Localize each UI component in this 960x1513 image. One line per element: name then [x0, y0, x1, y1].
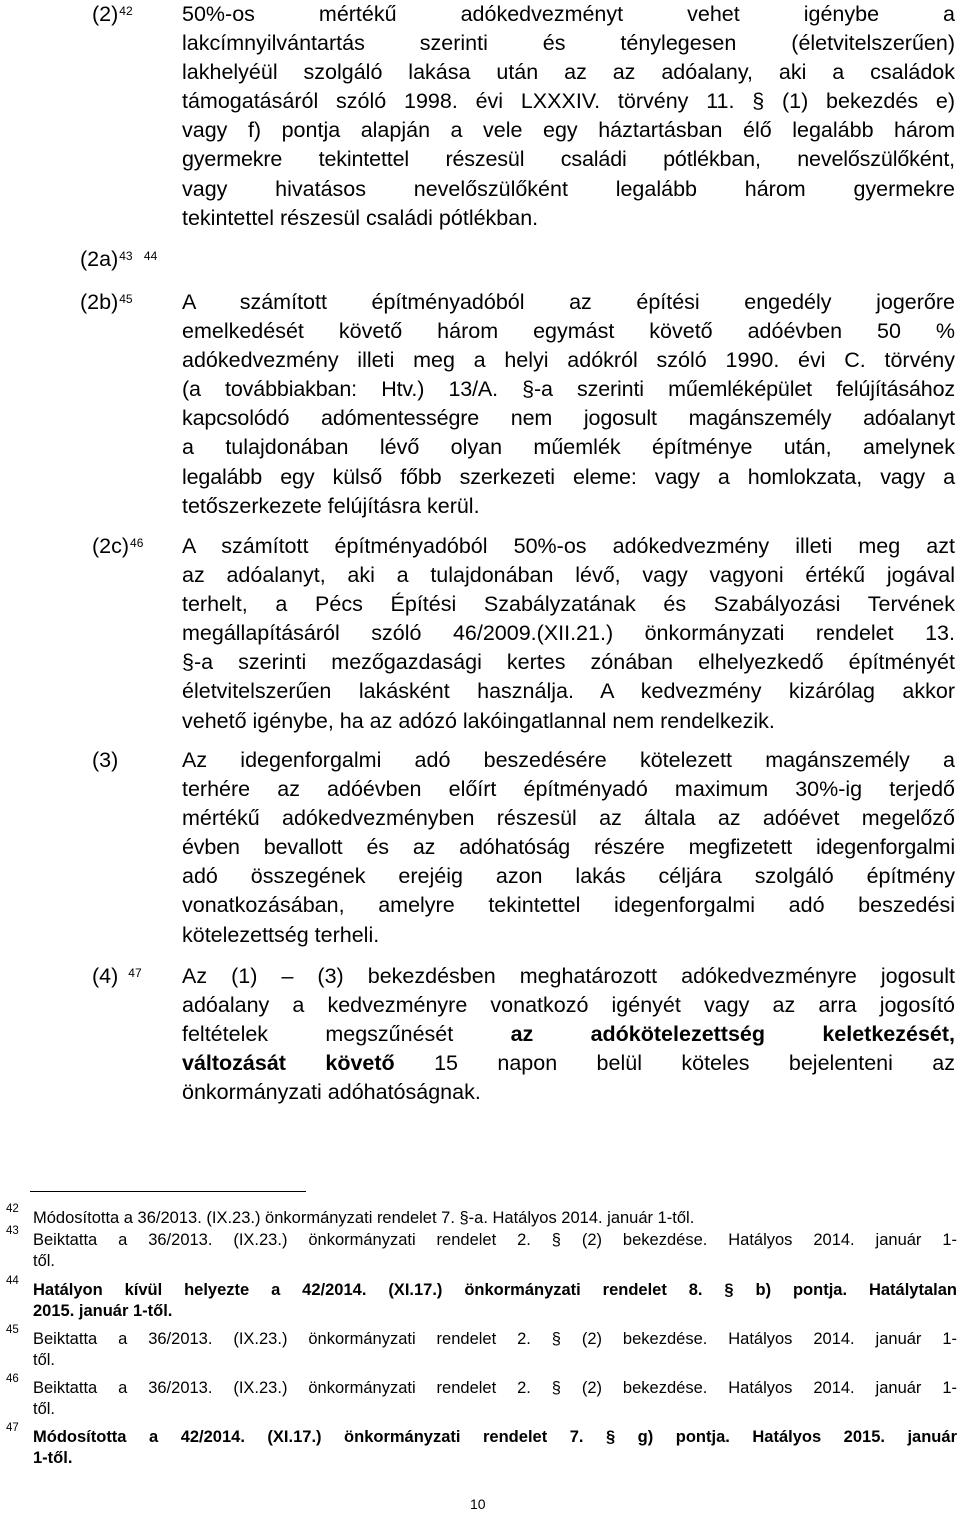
paragraph-4-line-3: feltételek megszűnését az adókötelezettség keletkezését, — [182, 1022, 955, 1047]
footnote-separator — [30, 1191, 306, 1192]
paragraph-label-2b: $(2b)^{45}$ — [80, 290, 133, 314]
paragraph-4-text: Az (1) – (3) bekezdésben meghatározott adókedvezményre jogosult adóalany a kedvezményre vonatkozó igényét vagy az arra jogosító feltételek megszűnését az adókötelezettség keletkezését, változását követő 15 napon belül köteles bejelenteni az önkormányzati adóhatóságnak. — [182, 964, 955, 1105]
bold-phrase-2: változását követő — [182, 1051, 395, 1076]
page-number: 10 — [470, 1496, 486, 1512]
paragraph-3-text: Az idegenforgalmi adó beszedésére kötelezett magánszemély a terhére az adóévben előírt építményadó maximum 30%-ig terjedő mértékű adókedvezményben részesül az általa az adóévet megelőző évben bevallott és az adóhatóság részére megfizetett idegenforgalmi adó összegének erejéig azon lakás céljára szolgáló építmény vonatkozásában, amelyre tekintettel idegenforgalmi adó beszedési kötelezettség terheli. — [182, 748, 955, 947]
paragraph-label-3: (3) — [92, 748, 119, 772]
paragraph-label-2a: $(2a)^{43 44}$ — [80, 247, 158, 271]
paragraph-label-4: (4) $^{47}$ — [92, 964, 142, 988]
document-page: $(2)^{42}$ 50%-os mértékű adókedvezményt vehet igénybe a lakcímnyilvántartás szerinti és ténylegesen (életvitelszerűen) lakhelyéül szolgáló lakása után az az adóalany, aki a családok támogatásáról szóló 1998. évi LXXXIV. törvény 11. § (1) bekezdés e) vagy f) pontja alapján a vele egy háztartásban élő legalább három gyermekre tekintettel részesül családi pótlékban, nevelőszülőként, vagy hivatásos nevelőszülőként legalább három gyermekre tekintettel részesül családi pótlékban. $(2a)^{43 44}$ $(2b)^{45}$ A számított építményadóból az építési engedély jogerőre emelkedését követő három egymást követő adóévben 50 % adókedvezmény illeti meg a helyi adókról szóló 1990. évi C. törvény (a továbbiakban: Htv.) 13/A. §-a szerinti műemléképület felújításához kapcsolódó adómentességre nem jogosult magánszemély adóalanyt a tulajdonában lévő olyan műemlék építménye után, amelynek legalább egy külső főbb szerkezeti eleme: vagy a homlokzata, vagy a tetőszerkezete felújításra kerül. $(2c)^{46}$ A számított építményadóból 50%-os adókedvezmény illeti meg azt az adóalanyt, aki a tulajdonában lévő, vagy vagyoni értékű jogával terhelt, a Pécs Építési Szabályzatának és Szabályozási Tervének megállapításáról szóló 46/2009.(XII.21.) önkormányzati rendelet 13. §-a szerinti mezőgazdasági kertes zónában elhelyezkedő építményét életvitelszerűen lakásként használja. A kedvezmény kizárólag akkor vehető igénybe, ha az adózó lakóingatlannal nem rendelkezik. (3) Az idegenforgalmi adó beszedésére kötelezett magánszemély a terhére az adóévben előírt építményadó maximum 30%-ig terjedő mértékű adókedvezményben részesül az általa az adóévet megelőző évben bevallott és az adóhatóság részére megfizetett idegenforgalmi adó összegének erejéig azon lakás céljára szolgáló építmény vonatkozásában, amelyre tekintettel idegenforgalmi adó beszedési kötelezettség terheli. (4) $^{47}$ Az (1) – (3) bekezdésben meghatározott adókedvezményre jogosult adóalany a kedvezményre vonatkozó igényét vagy az arra jogosító feltételek megszűnését az adókötelezettség keletkezését, változását követő 15 napon belül köteles bejelenteni az önkormányzati adóhatóságnak. 42 Módosította a 36/2013. (IX.23.) önkormányzati rendelet 7. §-a. Hatályos 2014. január 1-től. 43 Beiktatta a 36/2013. (IX.23.) önkormányzati rendelet 2. § (2) bekezdése. Hatályos 2014. január 1- től. 44 Hatályon kívül helyezte a 42/2014. (XI.17.) önkormányzati rendelet 8. § b) pontja. Hatálytalan 2015. január 1-től. 45 Beiktatta a 36/2013. (IX.23.) önkormányzati rendelet 2. § (2) bekezdése. Hatályos 2014. január 1- től. 46 Beiktatta a 36/2013. (IX.23.) önkormányzati rendelet 2. § (2) bekezdése. Hatályos 2014. január 1- től. 47 Módosította a 42/2014. (XI.17.) önkormányzati rendelet 7. § g) pontja. Hatályos 2015. január 1-től. 10 — [6, 2, 957, 1512]
paragraph-label-2c: $(2c)^{46}$ — [92, 534, 144, 558]
paragraph-2-text: 50%-os mértékű adókedvezményt vehet igénybe a lakcímnyilvántartás szerinti és ténylegesen (életvitelszerűen) lakhelyéül szolgáló lakása után az az adóalany, aki a családok támogatásáról szóló 1998. évi LXXXIV. törvény 11. § (1) bekezdés e) vagy f) pontja alapján a vele egy háztartásban élő legalább három gyermekre tekintettel részesül családi pótlékban, nevelőszülőként, vagy hivatásos nevelőszülőként legalább három gyermekre tekintettel részesül családi pótlékban. — [182, 2, 955, 230]
paragraph-2c-text: A számított építményadóból 50%-os adókedvezmény illeti meg azt az adóalanyt, aki a tulajdonában lévő, vagy vagyoni értékű jogával terhelt, a Pécs Építési Szabályzatának és Szabályozási Tervének megállapításáról szóló 46/2009.(XII.21.) önkormányzati rendelet 13. §-a szerinti mezőgazdasági kertes zónában elhelyezkedő építményét életvitelszerűen lakásként használja. A kedvezmény kizárólag akkor vehető igénybe, ha az adózó lakóingatlannal nem rendelkezik. — [182, 534, 955, 733]
paragraph-2b-text: A számított építményadóból az építési engedély jogerőre emelkedését követő három egymást követő adóévben 50 % adókedvezmény illeti meg a helyi adókról szóló 1990. évi C. törvény (a továbbiakban: Htv.) 13/A. §-a szerinti műemléképület felújításához kapcsolódó adómentességre nem jogosult magánszemély adóalanyt a tulajdonában lévő olyan műemlék építménye után, amelynek legalább egy külső főbb szerkezeti eleme: vagy a homlokzata, vagy a tetőszerkezete felújításra kerül. — [182, 290, 955, 518]
paragraph-4-line-4: változását követő 15 napon belül köteles bejelenteni az — [182, 1051, 955, 1076]
bold-phrase-1: az adókötelezettség keletkezését, — [510, 1022, 955, 1047]
paragraph-label-2: $(2)^{42}$ — [92, 2, 133, 26]
